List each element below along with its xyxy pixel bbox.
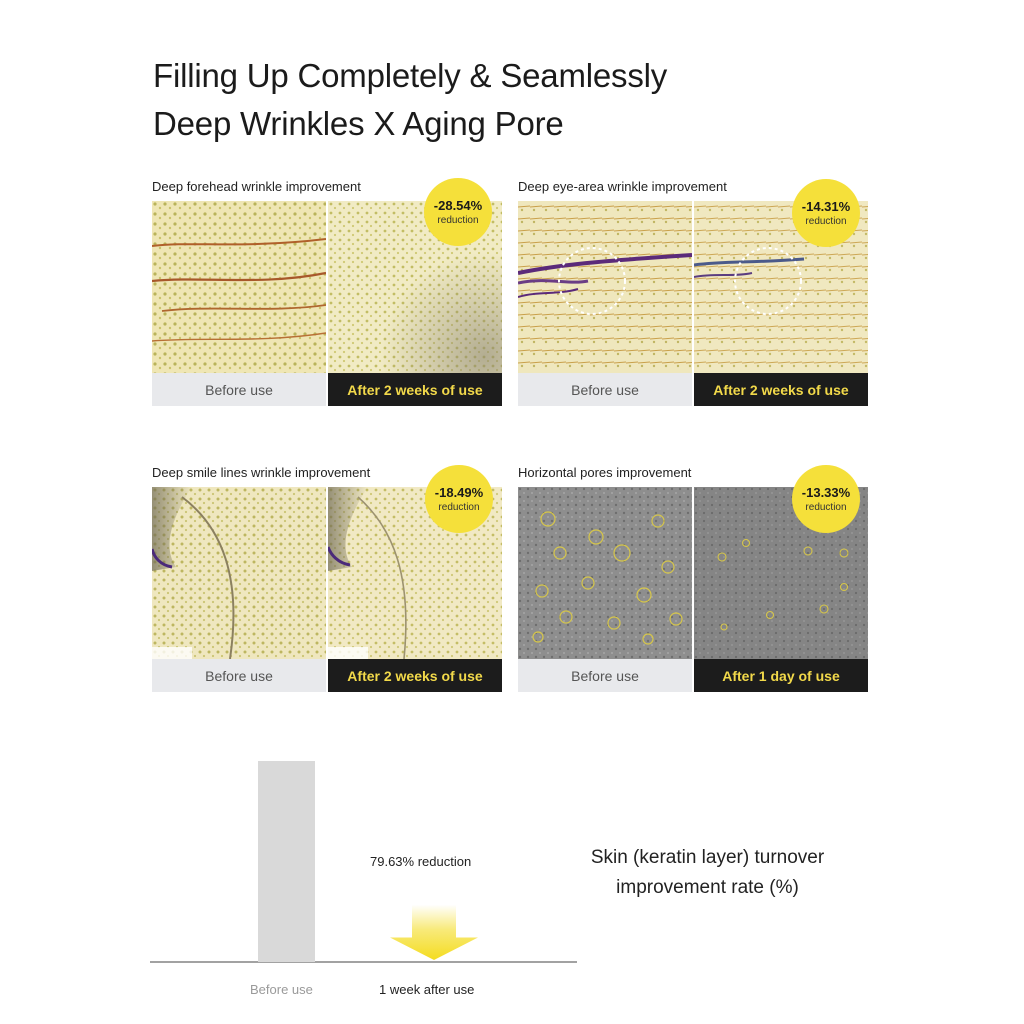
before-caption: Before use	[518, 659, 692, 692]
after-caption: After 1 day of use	[694, 659, 868, 692]
reduction-badge	[425, 465, 493, 533]
badge-label: reduction	[437, 214, 479, 226]
headline-line-2: Deep Wrinkles X Aging Pore	[153, 105, 564, 142]
panel-title: Horizontal pores improvement	[518, 465, 692, 480]
turnover-chart	[150, 755, 580, 1005]
badge-value: -13.33%	[801, 484, 851, 500]
reduction-annotation: 79.63% reduction	[370, 854, 472, 869]
panel-title: Deep smile lines wrinkle improvement	[152, 465, 371, 480]
reduction-badge	[792, 179, 860, 247]
badge-value: -18.49%	[434, 484, 484, 500]
headline-line-1: Filling Up Completely & Seamlessly	[153, 57, 668, 94]
badge-value: -14.31%	[801, 198, 851, 214]
after-caption: After 2 weeks of use	[328, 659, 502, 692]
x-label-after: 1 week after use	[379, 982, 475, 997]
before-caption: Before use	[152, 659, 326, 692]
badge-value: -28.54%	[433, 197, 483, 213]
before-caption: Before use	[518, 373, 692, 406]
reduction-badge	[424, 178, 492, 246]
reduction-badge	[792, 465, 860, 533]
chart-title-line-1: Skin (keratin layer) turnover	[590, 847, 825, 868]
before-skin-image	[152, 201, 326, 373]
badge-label: reduction	[438, 501, 480, 513]
badge-label: reduction	[805, 501, 847, 513]
before-skin-image	[518, 487, 692, 659]
x-label-before: Before use	[250, 982, 313, 997]
after-caption: After 2 weeks of use	[694, 373, 868, 406]
chart-title-line-2: improvement rate (%)	[616, 877, 799, 898]
before-caption: Before use	[152, 373, 326, 406]
chart-canvas	[150, 755, 580, 1005]
panel-title: Deep eye-area wrinkle improvement	[518, 179, 727, 194]
badge-label: reduction	[805, 215, 847, 227]
before-skin-image	[152, 487, 326, 659]
bar-after-use-arrow	[390, 905, 478, 960]
headline	[153, 52, 873, 148]
panel-title: Deep forehead wrinkle improvement	[152, 179, 361, 194]
after-caption: After 2 weeks of use	[328, 373, 502, 406]
bar-before-use	[258, 761, 315, 962]
chart-title	[555, 843, 860, 903]
before-skin-image	[518, 201, 692, 373]
